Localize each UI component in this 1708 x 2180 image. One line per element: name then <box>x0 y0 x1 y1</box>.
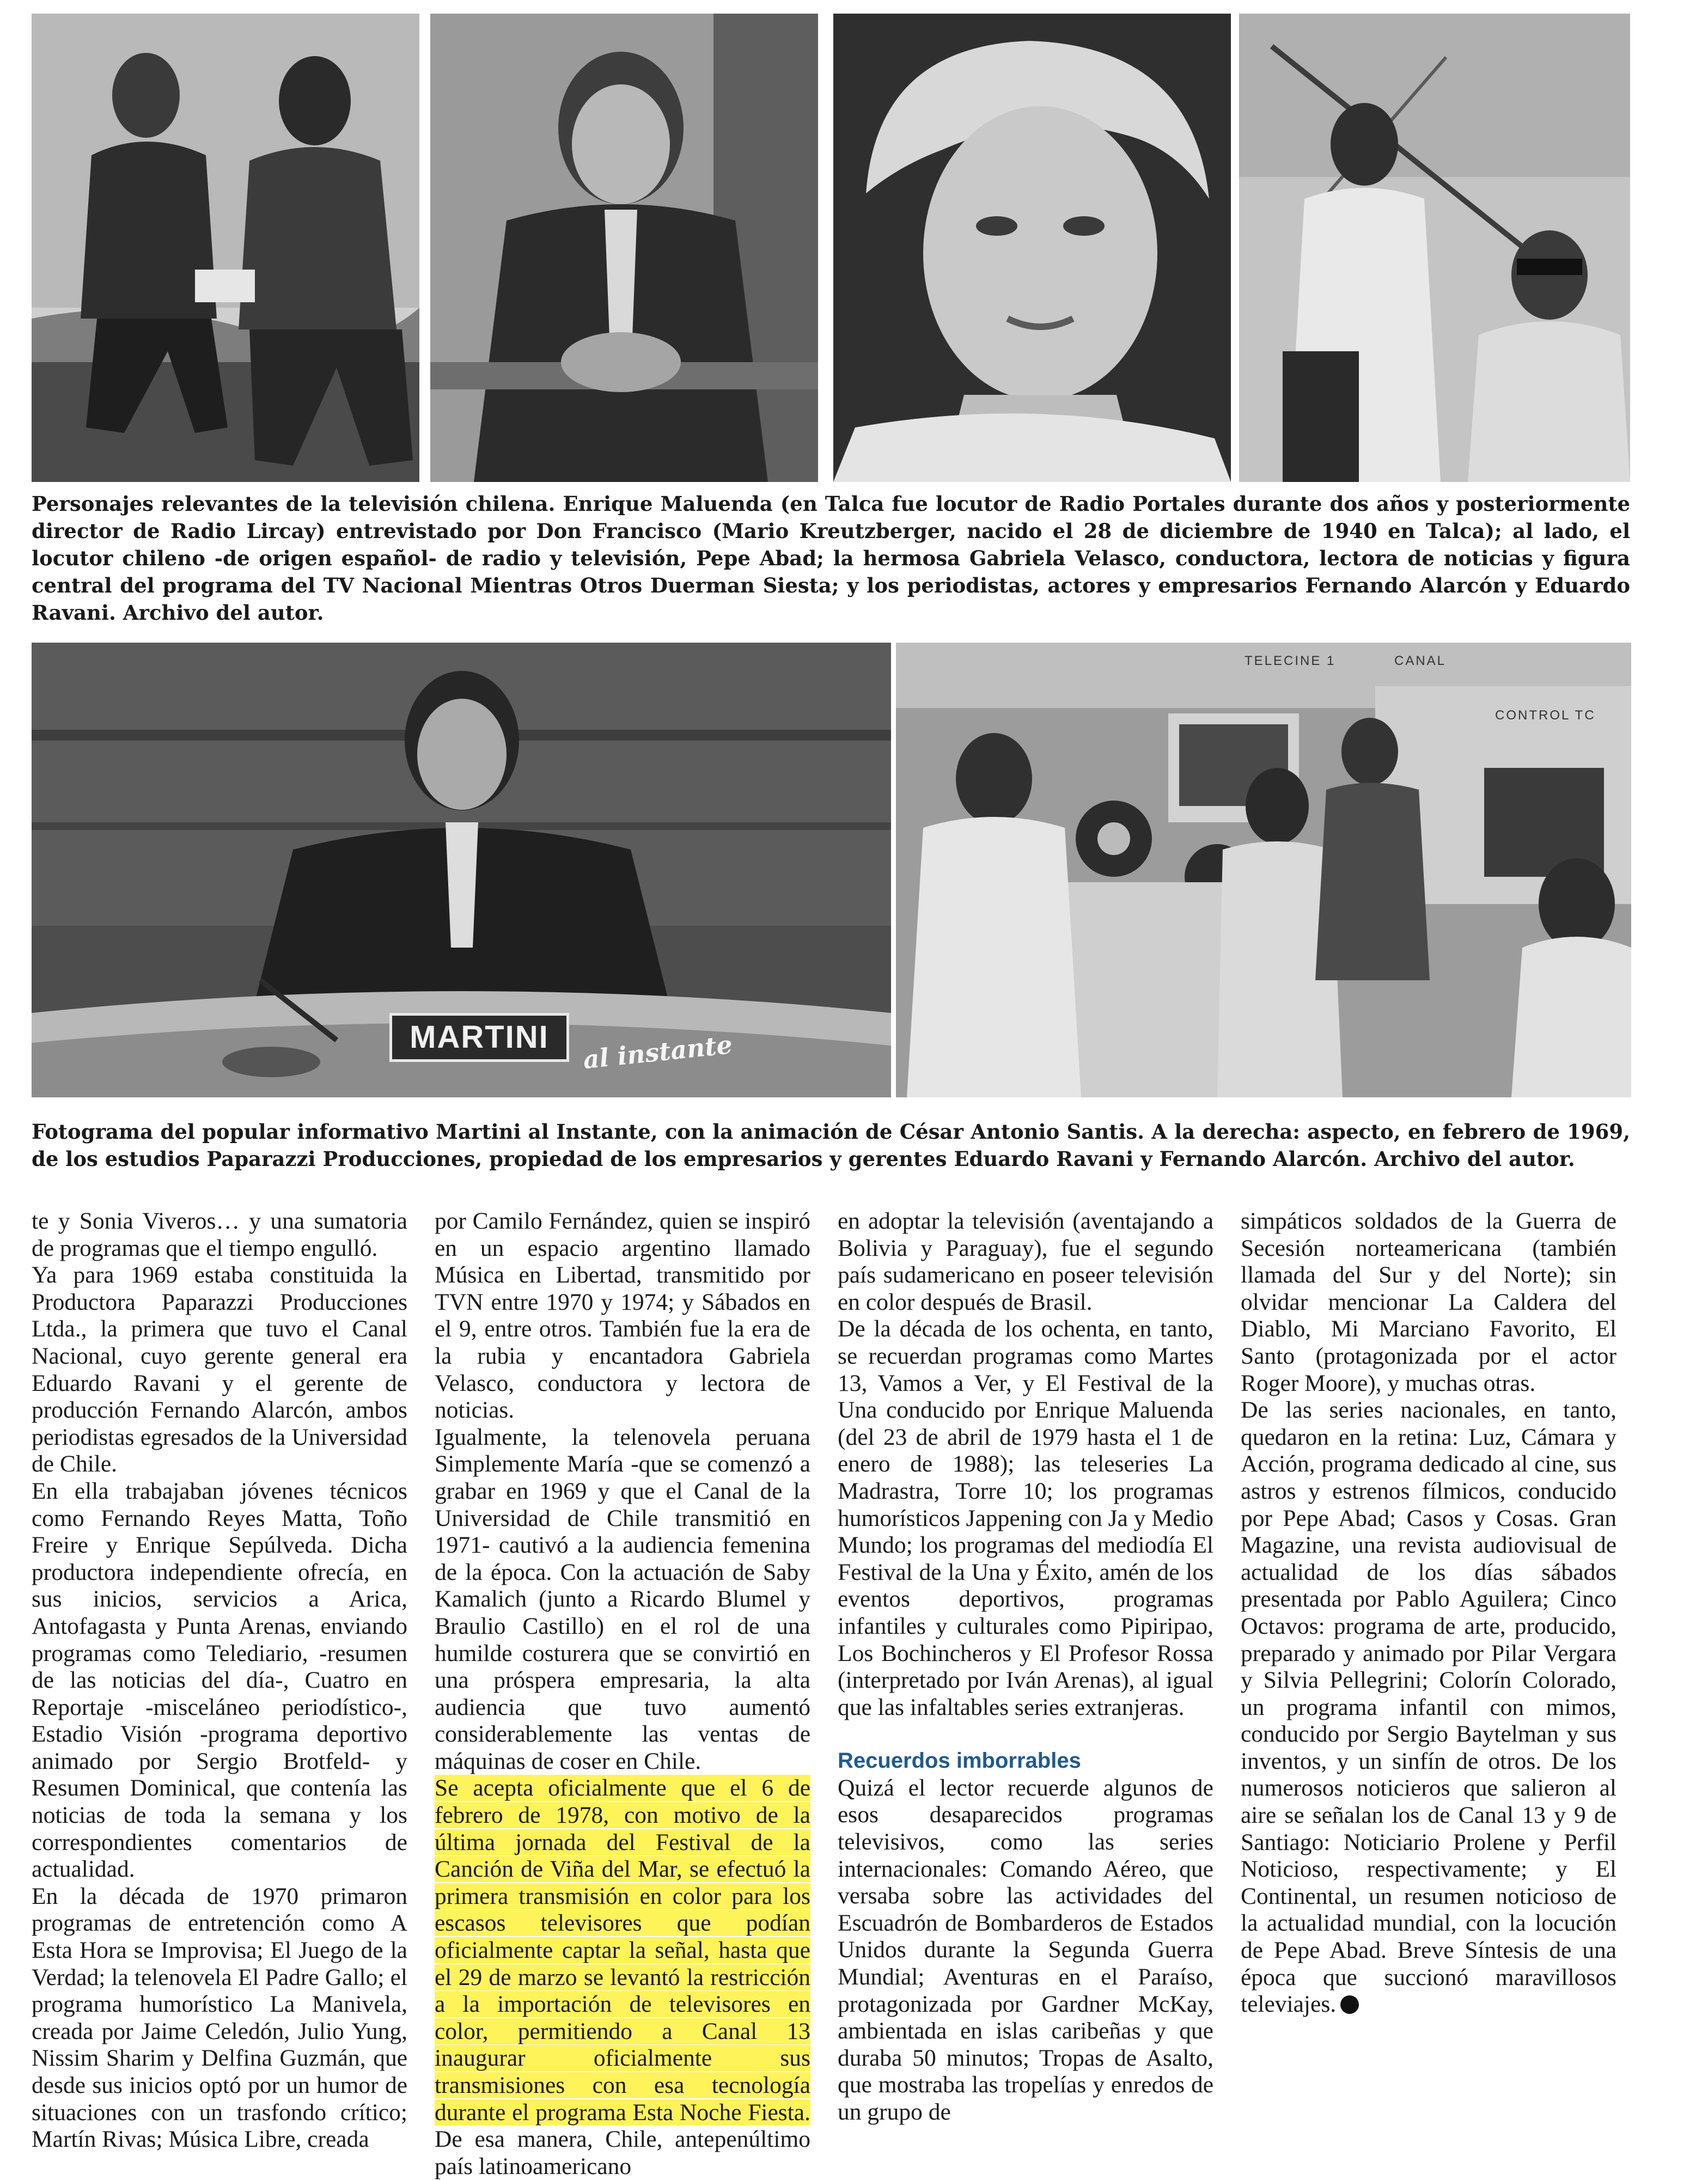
top-photos-caption: Personajes relevantes de la televisión chilena. Enrique Maluenda (en Talca fue locutor de Radio Portales durante dos años y posteriormente director de Radio Lircay) entrevistado por Don Francisco (Mario Kreutzberger, nacido el 28 de diciembre de 1940 en Talca); al lado, el locutor chileno -de origen español- de radio y televisión, Pepe Abad; la hermosa Gabriela Velasco, conductora, lectora de noticias y figura central del programa del TV Nacional Mientras Otros Duerman Siesta; y los periodistas, actores y empresarios Fernando Alarcón y Eduardo Ravani. Archivo del autor. <box>32 492 1630 625</box>
final-paragraph <box>1241 1397 1616 2018</box>
section-subheading: Recuerdos imborrables <box>838 1749 1081 1773</box>
paragraph: En la década de 1970 primaron programas de entretención como A Esta Hora se Improvisa; El Juego de la Verdad; la telenovela El Padre Gallo; el programa humorístico La Manivela, creada por Jaime Celedón, Julio Yung, Nissim Sharim y Delfina Guzmán, que desde sus inicios optó por un humor de situaciones con un trasfondo crítico; Martín Rivas; Música Libre, creada <box>32 1883 407 2153</box>
paragraph: De la década de los ochenta, en tanto, se recuerdan programas como Martes 13, Vamos a Ver, y El Festival de la Una conducido por Enrique Maluenda (del 23 de abril de 1979 hasta el 1 de enero de 1988); las teleseries La Madrastra, Torre 10; los programas humorísticos Jappening con Ja y Medio Mundo; los programas del mediodía El Festival de la Una y Éxito, amén de los eventos deportivos, programas infantiles y culturales como Pipiripao, Los Bochincheros y El Profesor Rossa (interpretado por Iván Arenas), al igual que las infaltables series extranjeras. <box>838 1316 1213 1720</box>
paragraph-text: De las series nacionales, en tanto, quedaron en la retina: Luz, Cámara y Acción, programa dedicado al cine, sus astros y estrenos fílmicos, conducido por Pepe Abad; Casos y Cosas. Gran Magazine, una revista audiovisual de actualidad de los días sábados presentada por Pablo Aguilera; Cinco Octavos: programa de arte, producido, preparado y animado por Pilar Vergara y Silvia Pellegrini; Colorín Colorado, un programa infantil con mimos, conducido por Sergio Baytelman y sus inventos, y un sinfín de otros. De los numerosos noticieros que salieron al aire se señalan los de Canal 13 y 9 de Santiago: Noticiario Prolene y Perfil Noticioso, respectivamente; y El Continental, un resumen noticioso de la actualidad mundial, con la locución de Pepe Abad. Breve Síntesis de una época que succionó maravillosos televiajes. <box>1241 1397 1616 2018</box>
studio-sign-control: CONTROL TC <box>1495 708 1596 723</box>
highlighted-paragraph <box>435 1775 810 2180</box>
paragraph: Igualmente, la telenovela peruana Simplemente María -que se comenzó a grabar en 1969 y que el Canal de la Universidad de Chile transmitió en 1971- cautivó a la audiencia femenina de la época. Con la actuación de Saby Kamalich (junto a Ricardo Blumel y Braulio Castillo) en el rol de una humilde costurera que se convirtió en una próspera empresaria, la alta audiencia que tuvo aumentó considerablemente las ventas de máquinas de coser en Chile. <box>435 1424 810 1774</box>
photo-alarcon-ravani <box>1239 14 1630 482</box>
paragraph: Ya para 1969 estaba constituida la Productora Paparazzi Producciones Ltda., la primera que tuvo el Canal Nacional, cuyo gerente general era Eduardo Ravani y el gerente de producción Fernando Alarcón, ambos periodistas egresados de la Universidad de Chile. <box>32 1262 407 1477</box>
paragraph: en adoptar la televisión (aventajando a Bolivia y Paraguay), fue el segundo país sudamericano en poseer televisión en color después de Brasil. <box>838 1208 1213 1315</box>
paragraph-continuation: De esa manera, Chile, antepenúltimo país latinoamericano <box>435 2126 810 2179</box>
article-column-4 <box>1241 1208 1616 2150</box>
paragraph: En ella trabajaban jóvenes técnicos como Fernando Reyes Matta, Toño Freire y Enrique Sepúlveda. Dicha productora independiente ofrecía, en sus inicios, servicios a Arica, Antofagasta y Punta Arenas, enviando programas como Telediario, -resumen de las noticias del día-, Cuatro en Reportaje -misceláneo periodístico-, Estadio Visión -programa deportivo animado por Sergio Brotfeld- y Resumen Dominical, que contenía las noticias de toda la semana y los correspondientes comentarios de actualidad. <box>32 1477 407 1883</box>
martini-sign: MARTINI <box>389 1013 569 1062</box>
studio-sign-telecine: TELECINE 1 <box>1245 654 1336 668</box>
studio-sign-canal: CANAL <box>1394 654 1447 668</box>
paragraph: por Camilo Fernández, quien se inspiró en un espacio argentino llamado Música en Libertad, transmitido por TVN entre 1970 y 1974; y Sábados en el 9, entre otros. También fue la era de la rubia y encantadora Gabriela Velasco, conductora y lectora de noticias. <box>435 1208 810 1424</box>
paragraph: te y Sonia Viveros… y una sumatoria de programas que el tiempo engulló. <box>32 1208 407 1261</box>
end-of-article-icon <box>1340 1995 1359 2014</box>
photo-pepe-abad <box>430 14 818 482</box>
martini-script-text: al instante <box>581 1029 734 1075</box>
paragraph: Quizá el lector recuerde algunos de esos desaparecidos programas televisivos, como las series internacionales: Comando Aéreo, que versaba sobre las actividades del Escuadrón de Bombarderos de Estados Unidos durante la Segunda Guerra Mundial; Aventuras en el Paraíso, protagonizada por Gardner McKay, ambientada en islas caribeñas y que duraba 50 minutos; Tropas de Asalto, que mostraba las tropelías y enredos de un grupo de <box>838 1774 1213 2125</box>
photo-maluenda-don-francisco <box>32 14 419 482</box>
photo-gabriela-velasco <box>833 14 1231 482</box>
paragraph: simpáticos soldados de la Guerra de Secesión norteamericana (también llamada del Sur y del Norte); sin olvidar mencionar La Caldera del Diablo, Mi Marciano Favorito, El Santo (protagonizada por el actor Roger Moore), y muchas otras. <box>1241 1208 1616 1396</box>
middle-photos-caption: Fotograma del popular informativo Martini al Instante, con la animación de César Antonio Santis. A la derecha: aspecto, en febrero de 1969, de los estudios Paparazzi Producciones, propiedad de los empresarios y gerentes Eduardo Ravani y Fernando Alarcón. Archivo del autor. <box>32 1120 1630 1171</box>
article-column-3 <box>838 1208 1213 2150</box>
highlighted-text: Se acepta oficialmente que el 6 de febrero de 1978, con motivo de la última jornada del Festival de la Canción de Viña del Mar, se efectuó la primera transmisión en color para los escasos televisores que podían oficialmente captar la señal, hasta que el 29 de marzo se levantó la restricción a la importación de televisores en color, permitiendo a Canal 13 inaugurar oficialmente sus transmisiones con esa tecnología durante el programa Esta Noche Fiesta. <box>435 1775 810 2126</box>
article-column-2 <box>435 1208 810 2179</box>
article-column-1 <box>32 1208 407 2153</box>
